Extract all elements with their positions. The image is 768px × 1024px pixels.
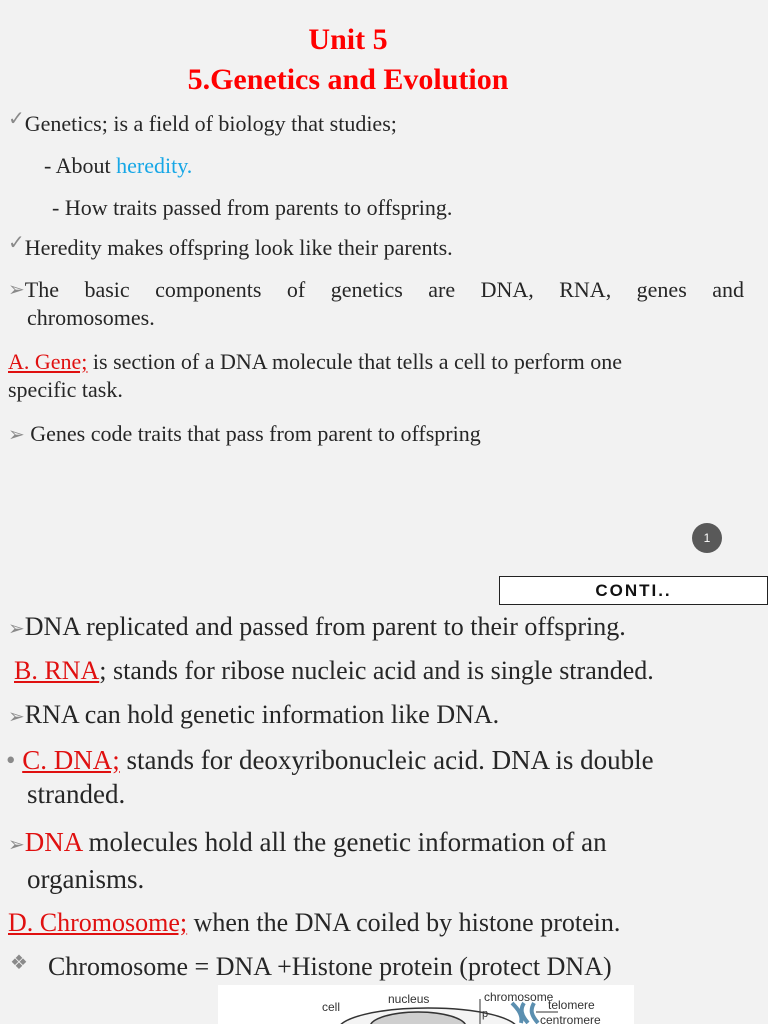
rna-definition	[14, 655, 654, 687]
bullet-heredity	[8, 234, 453, 263]
dna-text-cont: stranded.	[27, 779, 126, 809]
bullet-text: Genetics; is a field of biology that studies;	[24, 111, 397, 136]
bullet-components	[8, 276, 744, 332]
chromosome-figure	[218, 985, 634, 1024]
dna-label: C. DNA;	[22, 745, 120, 775]
chromosome-label: chromosome	[484, 990, 554, 1004]
sub-bullet-traits: - How traits passed from parents to offspring.	[52, 195, 453, 220]
bullet-text: DNA replicated and passed from parent to their offspring.	[24, 612, 626, 641]
bullet-chromosome-formula	[10, 950, 612, 986]
rna-text: ; stands for ribose nucleic acid and is single stranded.	[99, 656, 654, 685]
chromosome-shape	[512, 1003, 538, 1023]
check-icon: ✓	[8, 108, 25, 130]
check-icon: ✓	[8, 232, 25, 254]
gene-text: is section of a DNA molecule that tells a cell to perform one	[87, 349, 622, 374]
chromosome-definition	[8, 907, 620, 939]
arrow-icon: ➢	[8, 424, 25, 446]
arrow-icon: ➢	[8, 279, 25, 301]
sub-bullet-heredity	[44, 152, 192, 180]
bullet-text-cont: chromosomes.	[27, 305, 155, 330]
heredity-highlight: heredity.	[116, 153, 193, 178]
bullet-genetics	[8, 110, 397, 139]
chromosome-diagram	[218, 985, 634, 1024]
bullet-text: Genes code traits that pass from parent to offspring	[24, 421, 481, 446]
dna-word: DNA	[24, 827, 82, 857]
bullet-text-cont: organisms.	[27, 864, 145, 894]
continued-header: CONTI..	[499, 576, 768, 605]
bullet-dna-molecules	[8, 825, 748, 896]
rna-label: B. RNA	[14, 656, 100, 685]
gene-label: A. Gene;	[8, 349, 88, 374]
bullet-rna-hold	[8, 699, 499, 733]
nucleus-label: nucleus	[388, 992, 430, 1006]
slide-title-unit: Unit 5	[308, 23, 388, 56]
dna-definition	[6, 743, 746, 811]
gene-text-cont: specific task.	[8, 377, 123, 402]
page-number-badge: 1	[692, 523, 722, 553]
bullet-text: molecules hold all the genetic information of an	[81, 827, 607, 857]
bullet-text: The basic components of genetics are DNA, RNA, genes and	[24, 277, 744, 302]
arrow-icon: ➢	[8, 618, 25, 640]
bullet-dna-replicated	[8, 611, 626, 645]
centromere-label: centromere	[540, 1013, 601, 1024]
telomere-label: telomere	[548, 998, 595, 1012]
bullet-text: Chromosome = DNA +Histone protein (protect DNA)	[47, 952, 612, 981]
dna-text: stands for deoxyribonucleic acid. DNA is double	[119, 745, 654, 775]
bullet-text: Heredity makes offspring look like their parents.	[24, 235, 453, 260]
chromosome-label: D. Chromosome;	[8, 908, 188, 937]
sub-bullet-text: - About	[44, 153, 117, 178]
diamond-icon: ❖	[10, 952, 28, 974]
bullet-icon: •	[6, 745, 16, 775]
slide-title: 5.Genetics and Evolution	[187, 63, 509, 96]
arrow-icon: ➢	[8, 706, 25, 728]
arrow-icon: ➢	[8, 834, 25, 856]
chromosome-text: when the DNA coiled by histone protein.	[187, 908, 621, 937]
cell-label: cell	[322, 1000, 341, 1014]
gene-definition	[8, 348, 748, 404]
p-arm-label: p	[482, 1008, 489, 1020]
bullet-text: RNA can hold genetic information like DNA.	[24, 700, 500, 729]
bullet-genes-code	[8, 420, 481, 449]
